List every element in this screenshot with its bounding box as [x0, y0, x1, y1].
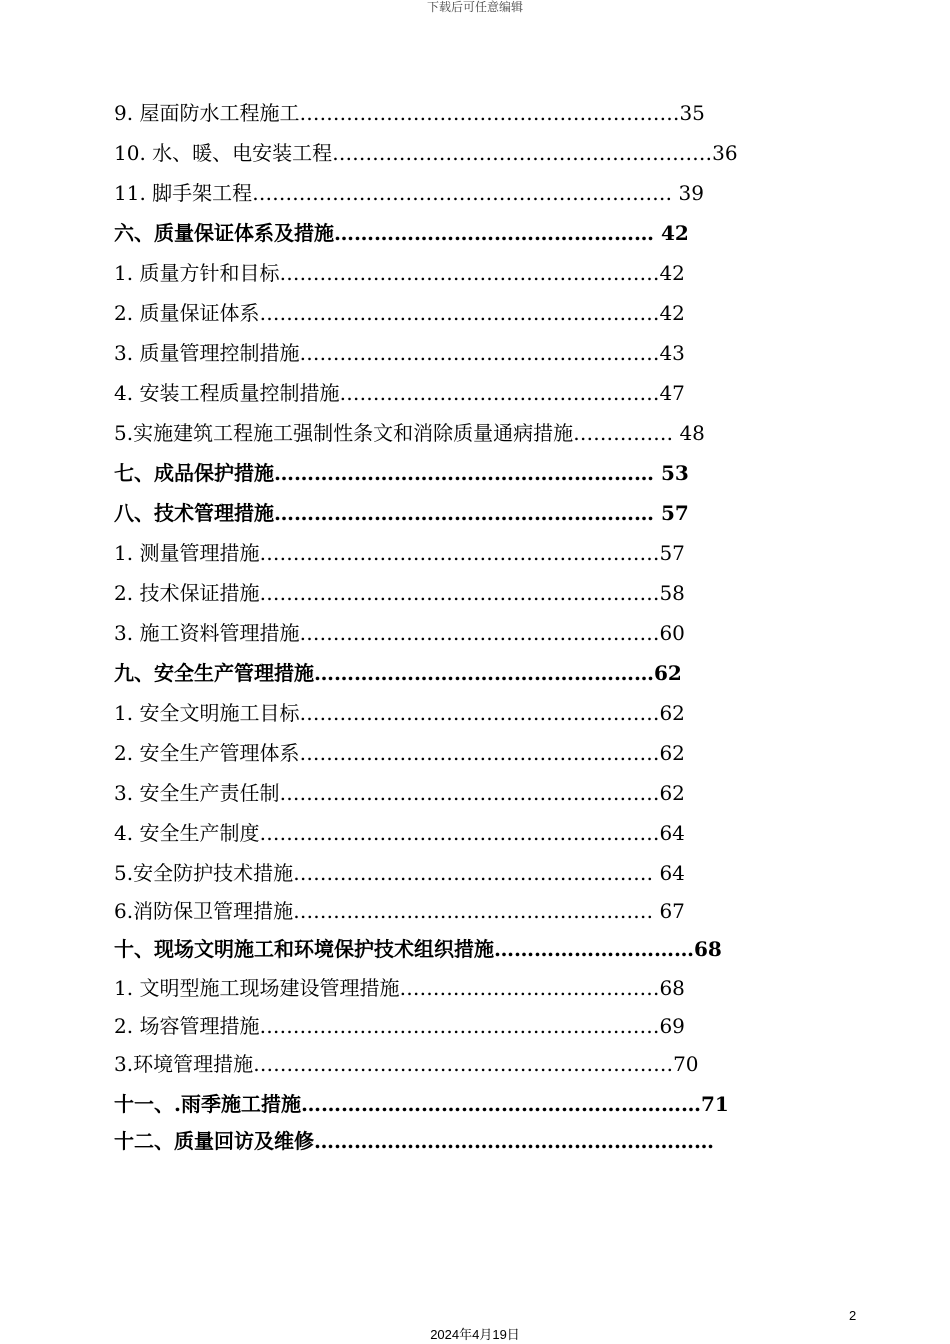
toc-entry: 六、质量保证体系及措施………………………………………… 42 [114, 221, 689, 245]
toc-entry: 1. 测量管理措施……………………………………………………57 [114, 541, 685, 565]
toc-entry: 1. 文明型施工现场建设管理措施…………………………………68 [114, 976, 685, 1000]
toc-entry: 1. 安全文明施工目标………………………………………………62 [114, 701, 685, 725]
toc-entry: 十、现场文明施工和环境保护技术组织措施…………………………68 [114, 937, 722, 961]
toc-entry: 2. 安全生产管理体系………………………………………………62 [114, 741, 685, 765]
toc-entry: 5.实施建筑工程施工强制性条文和消除质量通病措施…………… 48 [114, 421, 705, 445]
toc-entry: 2. 场容管理措施……………………………………………………69 [114, 1014, 685, 1038]
toc-entry: 2. 技术保证措施……………………………………………………58 [114, 581, 685, 605]
toc-entry: 9. 屋面防水工程施工…………………………………………………35 [114, 101, 705, 125]
toc-entry: 4. 安装工程质量控制措施…………………………………………47 [114, 381, 685, 405]
page-header: 下载后可任意编辑 [426, 0, 523, 14]
toc-entry: 十二、质量回访及维修…………………………………………………… [114, 1129, 714, 1153]
toc-entry: 3. 安全生产责任制…………………………………………………62 [114, 781, 685, 805]
page-number: 2 [849, 1308, 857, 1323]
toc-entry: 10. 水、暖、电安装工程…………………………………………………36 [114, 141, 738, 165]
toc-entry: 九、安全生产管理措施……………………………………………62 [114, 661, 682, 685]
toc-entry: 七、成品保护措施………………………………………………… 53 [114, 461, 689, 485]
toc-entry: 3. 施工资料管理措施………………………………………………60 [114, 621, 685, 645]
toc-entry: 11. 脚手架工程……………………………………………………… 39 [114, 181, 704, 205]
toc-entry: 3.环境管理措施………………………………………………………70 [114, 1052, 699, 1076]
toc-entry: 6.消防保卫管理措施……………………………………………… 67 [114, 899, 685, 923]
footer-date: 2024年4月19日 [430, 1327, 520, 1342]
toc-entry: 4. 安全生产制度……………………………………………………64 [114, 821, 685, 845]
toc-entry: 3. 质量管理控制措施………………………………………………43 [114, 341, 685, 365]
toc-entry: 十一、.雨季施工措施……………………………………………………71 [114, 1092, 729, 1116]
toc-entry: 5.安全防护技术措施……………………………………………… 64 [114, 861, 685, 885]
toc-entry: 2. 质量保证体系……………………………………………………42 [114, 301, 685, 325]
toc-entry: 八、技术管理措施………………………………………………… 57 [114, 501, 689, 525]
toc-entry: 1. 质量方针和目标…………………………………………………42 [114, 261, 685, 285]
